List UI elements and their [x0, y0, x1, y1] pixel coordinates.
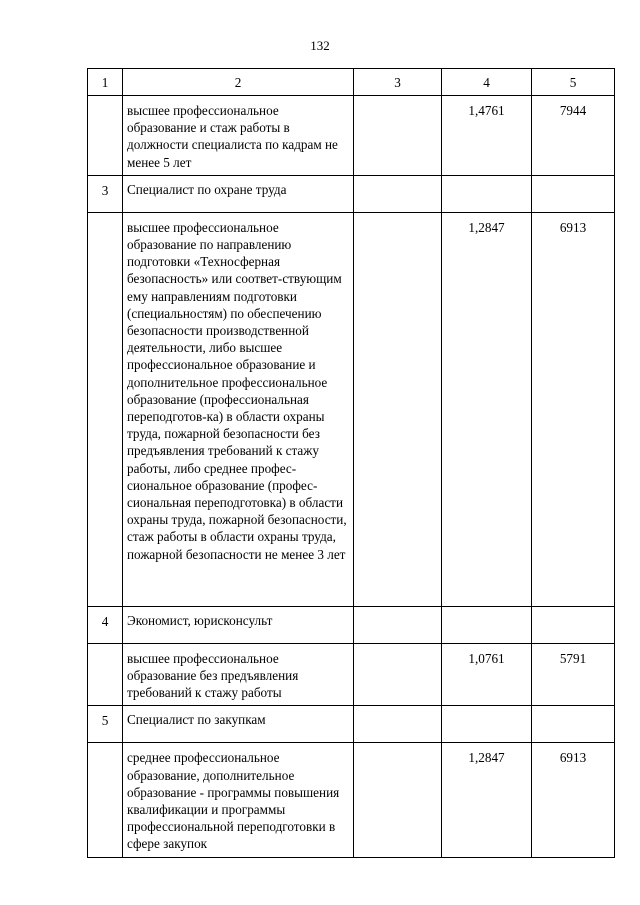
coefficient-value — [442, 606, 532, 643]
row-number: 4 — [88, 606, 123, 643]
salary-value: 6913 — [532, 743, 615, 857]
row-number — [88, 96, 123, 176]
table-row — [88, 96, 615, 176]
salary-value: 6913 — [532, 212, 615, 606]
col3-cell — [354, 643, 442, 706]
coefficient-value — [442, 706, 532, 743]
col3-cell — [354, 96, 442, 176]
coefficient-value: 1,0761 — [442, 643, 532, 706]
qualification-requirement: высшее профессиональное образование без предъявления требований к стажу работы — [123, 643, 354, 706]
col3-cell — [354, 175, 442, 212]
header-cell-2: 2 — [123, 69, 354, 96]
salary-value — [532, 175, 615, 212]
salary-value — [532, 706, 615, 743]
coefficient-value — [442, 175, 532, 212]
qualification-table — [87, 68, 615, 858]
header-cell-5: 5 — [532, 69, 615, 96]
page-number: 132 — [310, 38, 330, 53]
col3-cell — [354, 606, 442, 643]
row-number — [88, 643, 123, 706]
row-number — [88, 743, 123, 857]
col3-cell — [354, 743, 442, 857]
row-number — [88, 212, 123, 606]
position-title: Экономист, юрисконсульт — [123, 606, 354, 643]
table-row — [88, 706, 615, 743]
coefficient-value: 1,4761 — [442, 96, 532, 176]
table-row — [88, 175, 615, 212]
col3-cell — [354, 212, 442, 606]
table-row — [88, 606, 615, 643]
header-cell-4: 4 — [442, 69, 532, 96]
row-number: 3 — [88, 175, 123, 212]
coefficient-value: 1,2847 — [442, 743, 532, 857]
table-row — [88, 212, 615, 606]
salary-value — [532, 606, 615, 643]
qualification-requirement: высшее профессиональное образование по направлению подготовки «Техносферная безопасность» или соответ-ствующим ему направлениям подготовки (специальностям) по обеспечению безопасности производственной деятельности, либо высшее профессиональное образование и дополнительное профессиональное образование (профессиональная переподготов-ка) в области охраны труда, пожарной безопасности без предъявления требований к стажу работы, либо среднее профес-сиональное образование (профес-сиональная переподготовка) в области охраны труда, пожарной безопасности, стаж работы в области охраны труда, пожарной безопасности не менее 3 лет — [123, 212, 354, 606]
qualification-requirement: среднее профессиональное образование, дополнительное образование - программы повышения квалификации и программы профессиональной переподготовки в сфере закупок — [123, 743, 354, 857]
salary-value: 7944 — [532, 96, 615, 176]
table-header-row — [88, 69, 615, 96]
position-title: Специалист по закупкам — [123, 706, 354, 743]
table-row — [88, 743, 615, 857]
coefficient-value: 1,2847 — [442, 212, 532, 606]
row-number: 5 — [88, 706, 123, 743]
position-title: Специалист по охране труда — [123, 175, 354, 212]
table-row — [88, 643, 615, 706]
header-cell-3: 3 — [354, 69, 442, 96]
col3-cell — [354, 706, 442, 743]
qualification-requirement: высшее профессиональное образование и стаж работы в должности специалиста по кадрам не менее 5 лет — [123, 96, 354, 176]
salary-value: 5791 — [532, 643, 615, 706]
header-cell-1: 1 — [88, 69, 123, 96]
